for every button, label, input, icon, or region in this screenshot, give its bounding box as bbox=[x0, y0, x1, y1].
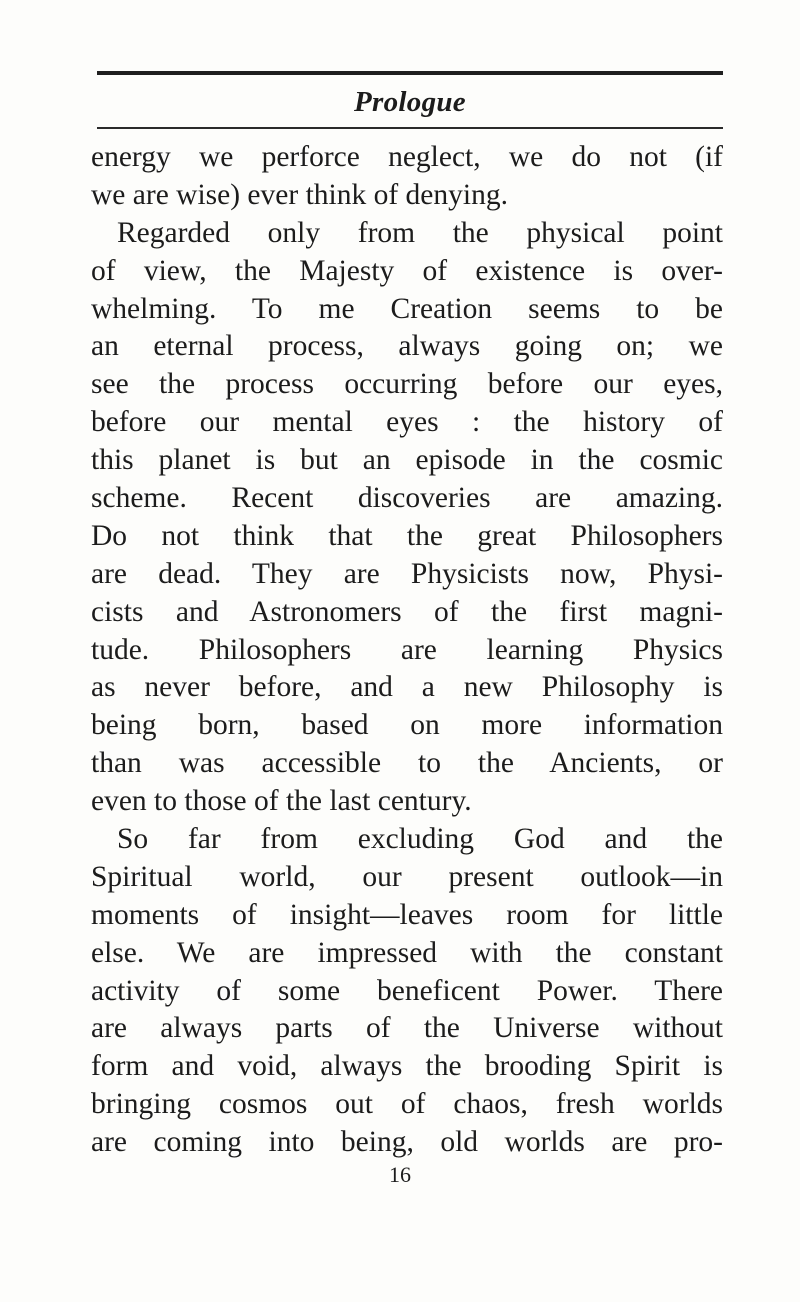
text-line: see the process occurring before our eyes, bbox=[91, 368, 723, 401]
text-line: are dead. They are Physicists now, Physi- bbox=[91, 557, 723, 590]
body-text bbox=[91, 139, 723, 1162]
text-line: So far from excluding God and the bbox=[117, 823, 723, 856]
text-line: this planet is but an episode in the cosmic bbox=[91, 444, 723, 477]
text-line: Spiritual world, our present outlook—in bbox=[91, 860, 723, 893]
text-line: as never before, and a new Philosophy is bbox=[91, 671, 723, 704]
text-line: being born, based on more information bbox=[91, 709, 723, 742]
text-line: Do not think that the great Philosophers bbox=[91, 519, 723, 552]
text-line: Regarded only from the physical point bbox=[117, 216, 723, 249]
text-line: than was accessible to the Ancients, or bbox=[91, 747, 723, 780]
text-line: we are wise) ever think of denying. bbox=[91, 178, 508, 211]
text-line: even to those of the last century. bbox=[91, 785, 472, 818]
header-rule-bottom bbox=[97, 127, 723, 129]
page-number: 16 bbox=[389, 1162, 411, 1187]
text-line: energy we perforce neglect, we do not (if bbox=[91, 141, 723, 173]
text-line: cists and Astronomers of the first magni- bbox=[91, 595, 723, 628]
text-line: an eternal process, always going on; we bbox=[91, 330, 723, 363]
text-line: whelming. To me Creation seems to be bbox=[91, 292, 723, 325]
text-line: tude. Philosophers are learning Physics bbox=[91, 633, 723, 666]
text-line: are coming into being, old worlds are pro- bbox=[91, 1126, 723, 1159]
running-head: Prologue bbox=[354, 86, 466, 118]
text-line: form and void, always the brooding Spirit is bbox=[91, 1050, 723, 1083]
text-line: else. We are impressed with the constant bbox=[91, 936, 723, 969]
text-line: are always parts of the Universe without bbox=[91, 1012, 723, 1045]
header-rule-top bbox=[97, 71, 723, 75]
text-line: bringing cosmos out of chaos, fresh worlds bbox=[91, 1088, 723, 1121]
text-line: scheme. Recent discoveries are amazing. bbox=[91, 482, 723, 515]
text-line: moments of insight—leaves room for little bbox=[91, 898, 723, 931]
text-line: before our mental eyes : the history of bbox=[91, 406, 723, 439]
text-line: activity of some beneficent Power. There bbox=[91, 974, 723, 1007]
text-line: of view, the Majesty of existence is over- bbox=[91, 254, 723, 287]
